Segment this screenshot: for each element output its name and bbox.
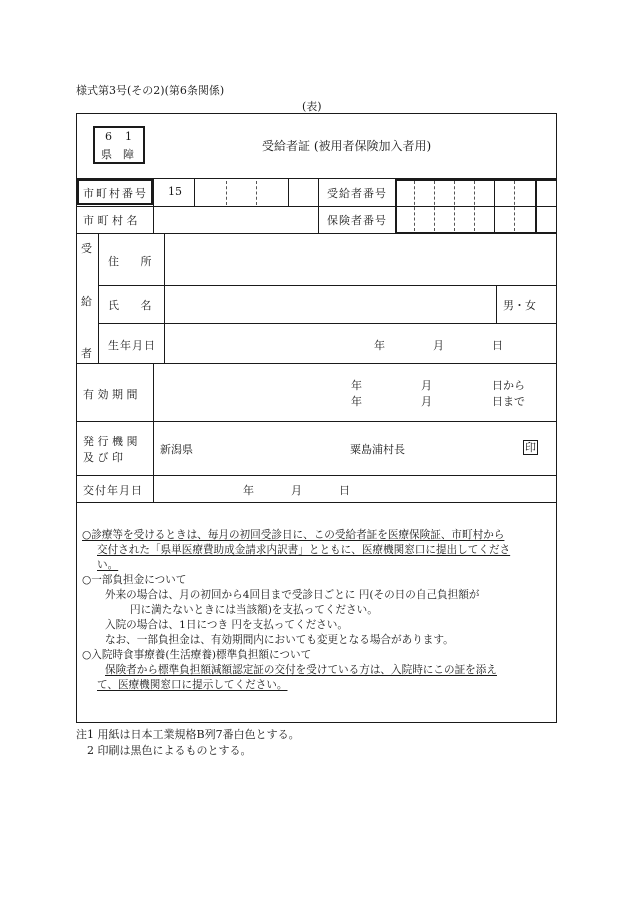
municipality-number-prefix: 15 <box>168 185 182 198</box>
note-2-line-3: 入院の場合は、1日につき 円を支払ってください。 <box>105 619 348 631</box>
issuer-label-line-2: 及 び 印 <box>83 451 123 464</box>
issue-date-day: 日 <box>339 484 350 497</box>
code-bottom-left: 県 <box>101 148 112 161</box>
code-bottom-right: 障 <box>123 148 134 161</box>
issuer-prefecture: 新潟県 <box>160 443 193 456</box>
rule-below-birth <box>76 363 557 364</box>
rule-middle-col <box>318 179 319 234</box>
validity-period-label: 有 効 期 間 <box>83 388 138 401</box>
birth-day-unit: 日 <box>492 339 503 352</box>
muni-digit-sep-1 <box>194 179 195 206</box>
validity-from-day: 日から <box>492 379 525 392</box>
validity-from-year: 年 <box>351 379 362 392</box>
footnote-2: 2 印刷は黒色によるものとする。 <box>87 744 252 757</box>
num-sep-2 <box>434 181 435 231</box>
recipient-side-label-3: 者 <box>81 347 92 360</box>
rule-below-validity <box>76 421 557 422</box>
name-label: 氏 名 <box>108 299 152 312</box>
number-entry-box <box>395 179 557 234</box>
num-sep-1 <box>414 181 415 231</box>
num-sep-7 <box>535 179 537 234</box>
issue-date-month: 月 <box>291 484 302 497</box>
muni-digit-sep-4 <box>288 179 289 206</box>
num-sep-4 <box>474 181 475 231</box>
code-top-left: 6 <box>105 130 112 143</box>
note-2-line-4: なお、一部負担金は、有効期間内においても変更となる場合があります。 <box>105 634 454 646</box>
note-3-heading: ○入院時食事療養(生活療養)標準負担額について <box>82 649 312 661</box>
muni-digit-sep-3 <box>256 181 257 205</box>
rule-recipient-label-col <box>164 234 165 364</box>
frame-top <box>76 113 557 114</box>
birth-month-unit: 月 <box>433 339 444 352</box>
note-3-line-1: 保険者から標準負担額減額認定証の交付を受けている方は、入院時にこの証を添え <box>105 664 497 676</box>
validity-from-month: 月 <box>421 379 432 392</box>
recipient-side-label-1: 受 <box>81 242 92 255</box>
gender-field: 男・女 <box>503 299 536 312</box>
issuer-mayor: 粟島浦村長 <box>350 443 405 456</box>
rule-gender-col <box>496 286 497 324</box>
address-label: 住 所 <box>108 255 152 268</box>
birth-date-label: 生年月日 <box>108 339 156 352</box>
notes-block <box>82 528 510 693</box>
birth-year-unit: 年 <box>374 339 385 352</box>
frame-bottom <box>76 722 557 723</box>
municipality-number-label: 市町村番号 <box>83 187 148 200</box>
rule-below-address <box>98 285 557 286</box>
num-sep-3 <box>454 181 455 231</box>
form-side-label: (表) <box>302 100 322 113</box>
footnote-1: 注1 用紙は日本工業規格B列7番白色とする。 <box>76 728 300 741</box>
validity-to-day: 日まで <box>492 395 525 408</box>
validity-to-year: 年 <box>351 395 362 408</box>
recipient-side-label-2: 給 <box>81 295 92 308</box>
rule-below-issue-date <box>76 502 557 503</box>
note-2-line-1: 外来の場合は、月の初回から4回目まで受診日ごとに 円(その日の自己負担額が <box>105 589 480 601</box>
note-2-heading: ○一部負担金について <box>82 574 187 586</box>
issue-date-year: 年 <box>243 484 254 497</box>
recipient-number-label: 受給者番号 <box>327 187 387 200</box>
note-2-line-2: 円に満たないときには当該額)を支払ってください。 <box>130 604 378 616</box>
issue-date-label: 交付年月日 <box>83 484 143 497</box>
validity-to-month: 月 <box>421 395 432 408</box>
num-sep-6 <box>514 181 515 231</box>
form-number: 様式第3号(その2)(第6条関係) <box>76 84 225 97</box>
insurer-number-label: 保険者番号 <box>327 214 387 227</box>
code-box <box>93 126 145 164</box>
rule-below-issuer <box>76 475 557 476</box>
note-1-line-3: い。 <box>97 559 119 571</box>
note-3-line-2: て、医療機関窓口に提示してください。 <box>97 679 288 691</box>
seal-stamp: 印 <box>525 441 536 454</box>
municipality-name-label: 市 町 村 名 <box>83 214 138 227</box>
muni-digit-sep-2 <box>226 181 227 205</box>
rule-label-col-bottom <box>153 364 154 503</box>
num-sep-5 <box>494 179 495 234</box>
note-1-line-2: 交付された「県単医療費助成金請求内訳書」とともに、医療機関窓口に提出してくださ <box>97 544 511 556</box>
document-title: 受給者証 (被用者保険加入者用) <box>262 139 432 153</box>
rule-below-name <box>98 323 557 324</box>
rule-label-col-top <box>153 179 154 234</box>
rule-recipient-side <box>98 234 99 364</box>
issuer-label-line-1: 発 行 機 関 <box>83 435 138 448</box>
code-top-right: 1 <box>125 130 132 143</box>
note-1-line-1: ○診療等を受けるときは、毎月の初回受診日に、この受給者証を医療保険証、市町村から <box>82 529 505 541</box>
